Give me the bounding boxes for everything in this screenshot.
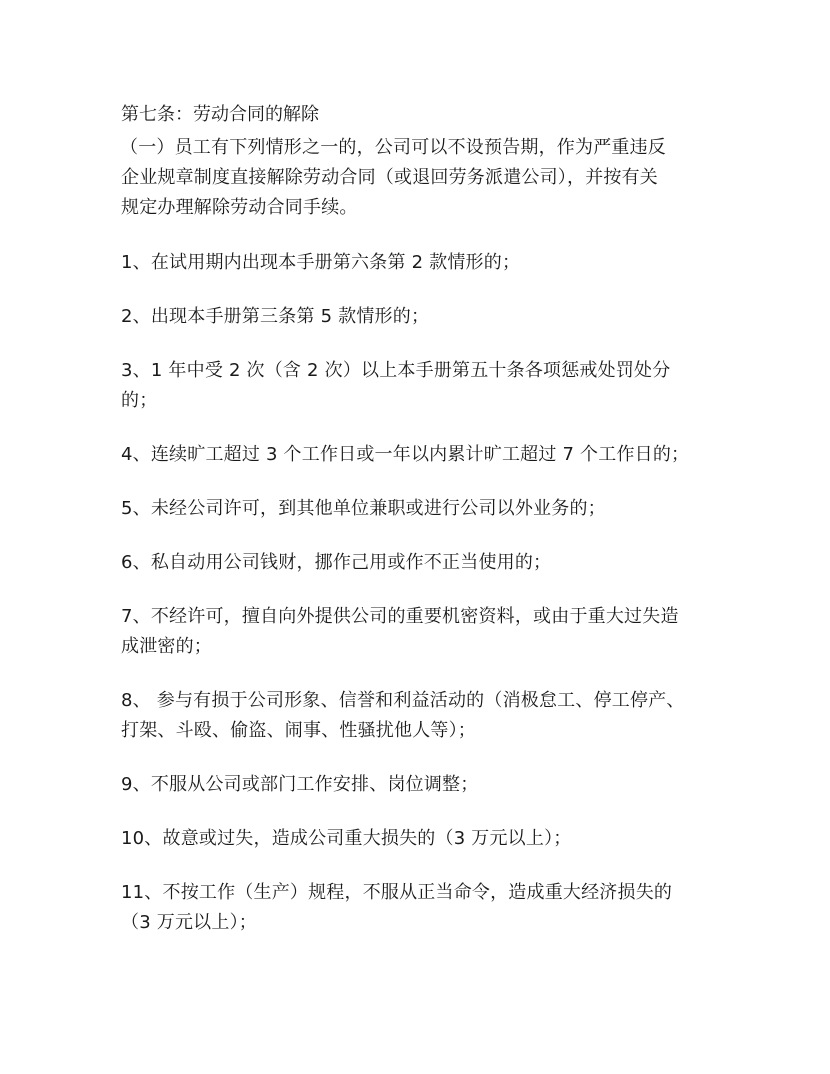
list-item-line: 成泄密的； — [121, 636, 212, 657]
intro-paragraph — [121, 133, 721, 223]
list-item-9 — [121, 770, 721, 800]
list-item-line: 5、未经公司许可，到其他单位兼职或进行公司以外业务的； — [121, 498, 606, 519]
intro-line: 企业规章制度直接解除劳动合同（或退回劳务派遣公司），并按有关 — [121, 167, 658, 188]
list-item-line: （3 万元以上）； — [121, 912, 257, 933]
list-item-10 — [121, 824, 721, 854]
list-item-line: 3、1 年中受 2 次（含 2 次）以上本手册第五十条各项惩戒处罚处分 — [121, 360, 671, 381]
list-item-6 — [121, 548, 721, 578]
section-heading: 第七条：劳动合同的解除 — [121, 104, 319, 125]
list-item-line: 的； — [121, 390, 158, 411]
list-item-3 — [121, 356, 721, 416]
list-item-line: 7、不经许可，擅自向外提供公司的重要机密资料，或由于重大过失造 — [121, 606, 679, 627]
intro-line: （一）员工有下列情形之一的，公司可以不设预告期，作为严重违反 — [120, 137, 666, 158]
list-item-11 — [121, 878, 721, 938]
document-page — [121, 100, 721, 938]
intro-line: 规定办理解除劳动合同手续。 — [121, 197, 358, 218]
list-item-line: 9、不服从公司或部门工作安排、岗位调整； — [121, 774, 479, 795]
list-item-line: 11、不按工作（生产）规程，不服从正当命令，造成重大经济损失的 — [121, 882, 673, 903]
list-item-line: 2、出现本手册第三条第 5 款情形的； — [121, 306, 430, 327]
list-item-line: 6、私自动用公司钱财，挪作己用或作不正当使用的； — [121, 552, 552, 573]
list-item-line: 1、在试用期内出现本手册第六条第 2 款情形的； — [121, 252, 521, 273]
list-item-line: 8、 参与有损于公司形象、信誉和利益活动的（消极怠工、停工停产、 — [121, 690, 685, 711]
list-item-2 — [121, 302, 721, 332]
list-item-5 — [121, 494, 721, 524]
list-item-4 — [121, 440, 721, 470]
list-item-line: 10、故意或过失，造成公司重大损失的（3 万元以上）； — [121, 828, 572, 849]
list-item-1 — [121, 248, 721, 278]
list-item-7 — [121, 602, 721, 662]
list-item-line: 打架、斗殴、偷盗、闹事、性骚扰他人等）； — [121, 720, 476, 741]
list-item-line: 4、连续旷工超过 3 个工作日或一年以内累计旷工超过 7 个工作日的； — [121, 444, 690, 465]
list-item-8 — [121, 686, 721, 746]
